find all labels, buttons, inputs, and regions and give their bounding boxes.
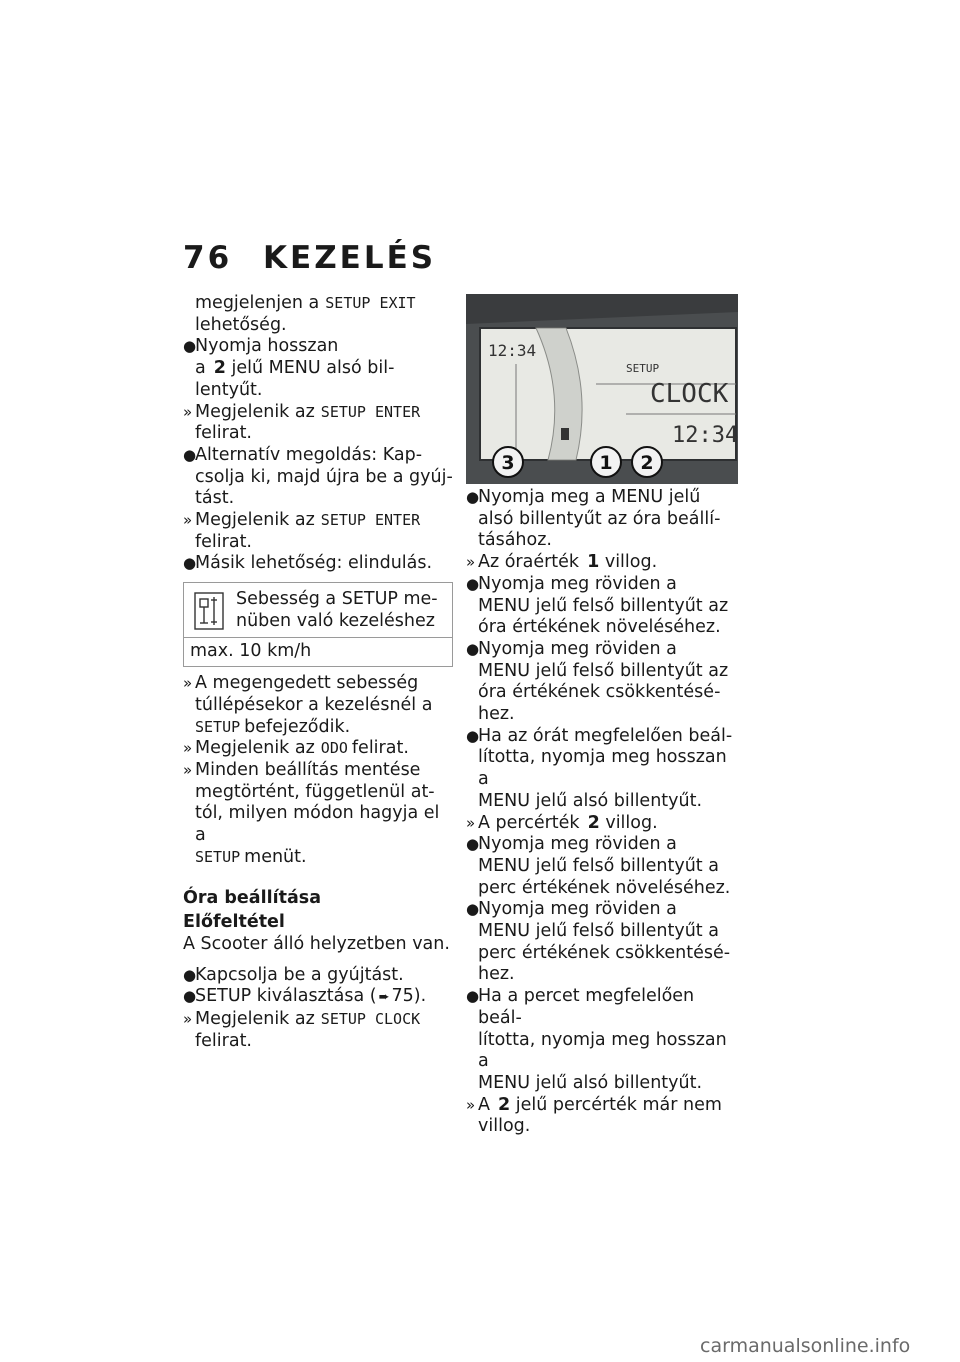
result-step [183,760,453,869]
bullet-icon: ● [183,554,197,573]
text: felirat. [351,738,409,759]
text: a [195,358,206,379]
page-header [183,240,436,276]
text: Megjelenik az [195,510,315,531]
bullet-icon: ● [466,900,480,919]
text: felirat. [195,1030,252,1051]
text: MENU jelű alsó billentyűt. [478,1072,703,1093]
text: Ha az órát megfelelően beál- [478,725,733,746]
result-icon: » [183,402,193,421]
bullet-step [183,445,453,510]
text: hez. [478,704,515,725]
text: lehetőség. [195,314,287,335]
bullet-step [183,553,453,575]
text: felirat. [195,531,252,552]
result-step [183,402,453,445]
display-code: SETUP ENTER [320,511,421,530]
instrument-display-photo [466,294,738,484]
text: MENU jelű felső billentyűt az [478,595,729,616]
text: tásához. [478,530,552,551]
speed-limit-header [184,583,452,636]
display-code: SETUP CLOCK [320,1010,421,1029]
text: lentyűt. [195,379,263,400]
instrument-display-illustration [466,294,738,484]
bullet-step [183,965,453,987]
result-icon: » [183,674,193,693]
text: befejeződik. [244,716,351,737]
section-title: Óra beállítása [183,887,322,908]
result-icon: » [466,553,476,572]
bullet-icon: ● [183,965,197,984]
left-column [183,293,453,1053]
text: Megjelenik az [195,1009,315,1030]
bullet-icon: ● [466,488,480,506]
result-icon: » [183,1010,193,1029]
fuel-icon [561,428,569,440]
text: megjelenjen a [195,293,320,313]
text: óra értékének növeléséhez. [478,617,721,638]
display-code: SETUP [195,717,241,736]
bullet-step [466,487,741,552]
callout-1: 1 [599,452,613,474]
bullet-icon: ● [466,987,480,1006]
result-step [183,738,453,760]
text: MENU jelű alsó billentyűt. [478,790,703,811]
bullet-step [466,986,741,1095]
display-code: SETUP EXIT [325,294,416,312]
chapter-title: KEZELÉS [263,240,437,276]
callout-ref: 1 [587,552,600,573]
text: túllépésekor a kezelésnél a [195,694,433,715]
page-reference-arrow-icon: ➨ [378,990,390,1006]
result-icon: » [466,813,476,832]
result-icon: » [183,511,193,530]
display-code: SETUP ENTER [320,402,421,421]
bullet-icon: ● [183,987,197,1006]
result-step [183,1009,453,1052]
callout-3: 3 [501,452,515,474]
subsection-title: Előfeltétel [183,912,285,933]
speed-limit-value: max. 10 km/h [184,637,452,667]
text: felirat. [195,423,252,444]
page-reference[interactable]: 75). [391,986,427,1007]
text: Másik lehetőség: elindulás. [195,553,433,574]
text: jelű percérték már nem [515,1094,722,1115]
text: Nyomja meg röviden a [478,834,677,855]
text: alsó billentyűt az óra beállí- [478,508,721,529]
text: Nyomja meg röviden a [478,573,677,594]
text: megtörtént, függetlenül at- [195,781,435,802]
bullet-icon: ● [183,445,197,464]
text: Minden beállítás mentése [195,760,421,781]
big-time-readout: 12:34 [672,423,738,448]
speed-limit-label [236,589,444,632]
callout-ref: 2 [497,1094,511,1115]
setup-label: SETUP [626,362,660,375]
text: villog. [605,812,658,833]
text: tást. [195,488,235,509]
result-step [183,510,453,553]
watermark: carmanualsonline.info [700,1335,911,1357]
result-icon: » [183,761,193,780]
result-step [466,1095,741,1138]
small-time-readout: 12:34 [488,341,537,360]
text: Alternatív megoldás: Kap- [195,444,423,465]
text: Nyomja meg röviden a [478,899,677,920]
bullet-icon: ● [466,574,480,593]
bullet-step [466,574,741,639]
callout-ref: 2 [587,812,600,833]
bullet-step [466,639,741,726]
clock-label: CLOCK [650,379,729,409]
callout-2: 2 [640,452,654,474]
text: csolja ki, majd újra be a gyúj- [195,466,453,487]
technical-data-icon [192,591,226,631]
speed-limit-box [183,582,453,667]
text: MENU jelű felső billentyűt a [478,921,719,942]
text: perc értékének növeléséhez. [478,877,731,898]
text: Kapcsolja be a gyújtást. [195,964,404,985]
text: Nyomja meg a MENU jelű [478,487,701,507]
precondition-text: A Scooter álló helyzetben van. [183,933,450,954]
text: A [478,1094,490,1115]
text: A megengedett sebesség [195,673,419,694]
text: Nyomja hosszan [195,336,339,357]
text: lította, nyomja meg hosszan a [478,1029,727,1072]
right-column [466,487,741,1138]
text: villog. [478,1116,531,1137]
text: hez. [478,964,515,985]
text: villog. [604,552,658,573]
text: Megjelenik az [195,401,315,422]
text: lította, nyomja meg hosszan a [478,747,727,790]
text: MENU jelű felső billentyűt az [478,660,729,681]
bullet-step [466,834,741,899]
result-icon: » [466,1095,476,1114]
text: tól, milyen módon hagyja el a [195,803,440,846]
bullet-icon: ● [466,726,480,745]
bullet-step [183,336,453,401]
bullet-icon: ● [466,639,480,658]
bullet-icon: ● [466,835,480,854]
text: nüben való kezeléshez [236,610,435,631]
text: Az óraérték [478,552,580,573]
bullet-step [466,726,741,813]
text: Sebesség a SETUP me- [236,589,438,610]
text: perc értékének csökkentésé- [478,942,731,963]
result-step [183,673,453,738]
result-icon: » [183,739,193,758]
text: óra értékének csökkentésé- [478,682,721,703]
text: Nyomja meg röviden a [478,638,677,659]
display-code: ODO [320,739,348,758]
bullet-step [466,899,741,986]
text: jelű MENU alsó bil- [231,358,395,379]
text: Ha a percet megfelelően beál- [478,986,695,1028]
bullet-step [183,986,453,1009]
result-step [466,813,741,835]
callout-ref: 2 [213,358,226,379]
page-number: 76 [183,240,233,276]
continuation-text [183,293,453,336]
text: Megjelenik az [195,738,315,759]
text: MENU jelű felső billentyűt a [478,855,719,876]
text: SETUP kiválasztása ( [195,986,377,1007]
text: A percérték [478,812,580,833]
result-step [466,552,741,574]
display-code: SETUP [195,847,241,866]
text: menüt. [244,846,307,867]
bullet-icon: ● [183,337,197,356]
